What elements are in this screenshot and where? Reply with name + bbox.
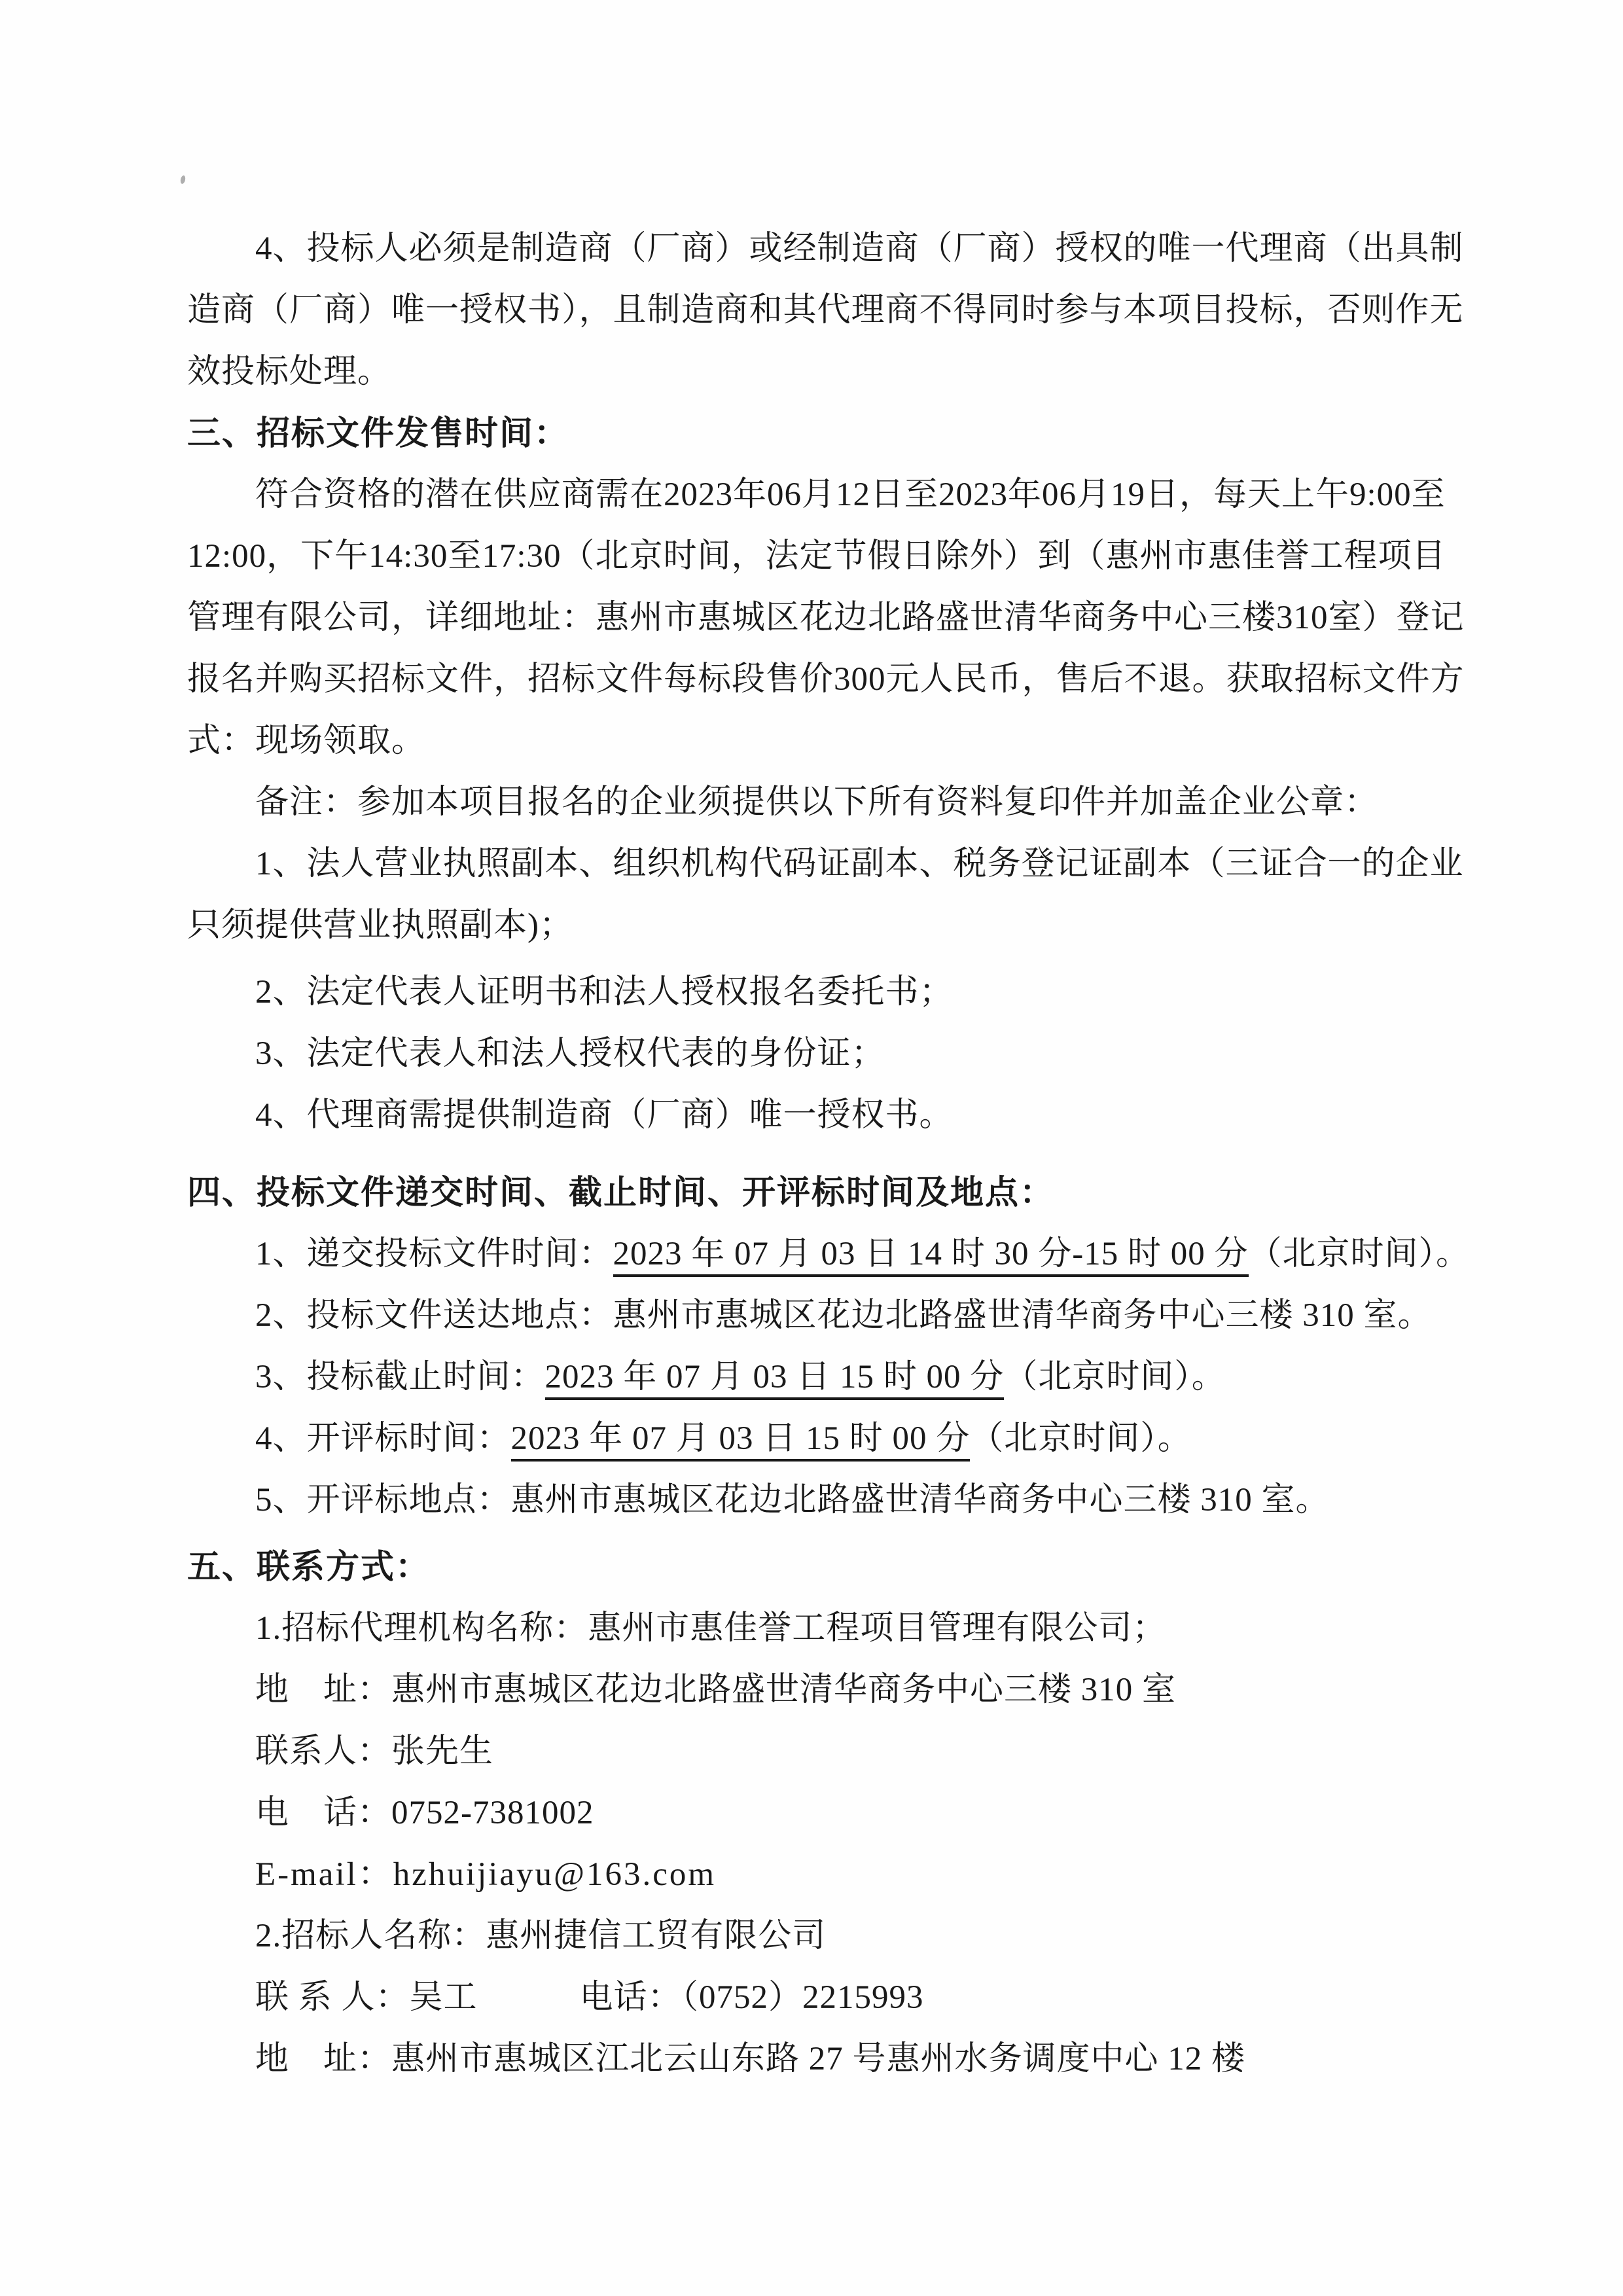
section-3-heading	[187, 403, 1463, 464]
doc-text: 联 系 人：吴工 电话：（0752）2215993	[255, 1979, 924, 2016]
doc-text: 3、投标截止时间：	[255, 1359, 545, 1395]
doc-text: 4、代理商需提供制造商（厂商）唯一授权书。	[255, 1097, 954, 1134]
section-5-agency-contact	[187, 1721, 1463, 1782]
doc-text: 1、递交投标文件时间：	[255, 1236, 613, 1272]
section-3-note-item-1-line-1	[187, 833, 1463, 895]
section-3-note-item-2	[187, 961, 1463, 1023]
clause-4-line-3	[187, 341, 1463, 403]
section-3-note	[187, 772, 1463, 833]
doc-text: 12:00，下午14:30至17:30（北京时间，法定节假日除外）到（惠州市惠佳誉工程项目	[187, 538, 1446, 575]
doc-text: 联系人：张先生	[255, 1733, 494, 1770]
doc-text: （北京时间）。	[970, 1420, 1192, 1457]
doc-text: 符合资格的潜在供应商需在2023年06月12日至2023年06月19日，每天上午9:00至	[255, 476, 1446, 513]
doc-text: （北京时间）。	[1248, 1236, 1471, 1272]
doc-text: 管理有限公司，详细地址：惠州市惠城区花边北路盛世清华商务中心三楼310室）登记	[187, 600, 1465, 636]
underlined-date: 2023 年 07 月 03 日 15 时 00 分	[545, 1359, 1005, 1400]
doc-text: 式：现场领取。	[187, 723, 426, 759]
doc-text: 只须提供营业执照副本)；	[187, 907, 573, 944]
doc-text: 地 址：惠州市惠城区江北云山东路 27 号惠州水务调度中心 12 楼	[255, 2041, 1246, 2077]
doc-text: 报名并购买招标文件，招标文件每标段售价300元人民币，售后不退。获取招标文件方	[187, 661, 1465, 698]
section-3-note-item-3	[187, 1023, 1463, 1085]
section-5-heading	[187, 1536, 1463, 1598]
doc-text: 四、投标文件递交时间、截止时间、开评标时间及地点：	[187, 1174, 1055, 1211]
document-content	[187, 218, 1471, 2090]
doc-text: 地 址：惠州市惠城区花边北路盛世清华商务中心三楼 310 室	[255, 1672, 1177, 1708]
section-3-body-line-5	[187, 710, 1463, 772]
section-3-note-item-4	[187, 1085, 1463, 1146]
doc-text: （北京时间）。	[1004, 1359, 1226, 1395]
underlined-date: 2023 年 07 月 03 日 14 时 30 分-15 时 00 分	[613, 1236, 1249, 1277]
section-4-item-4	[187, 1408, 1463, 1469]
doc-text: 备注：参加本项目报名的企业须提供以下所有资料复印件并加盖企业公章：	[255, 784, 1379, 821]
underlined-date: 2023 年 07 月 03 日 15 时 00 分	[511, 1420, 971, 1462]
doc-text: 3、法定代表人和法人授权代表的身份证；	[255, 1035, 885, 1072]
section-5-tenderer-contact-phone	[187, 1967, 1463, 2028]
doc-text: 五、联系方式：	[187, 1548, 431, 1585]
doc-text: 效投标处理。	[187, 353, 392, 390]
section-3-body-line-4	[187, 649, 1463, 710]
section-3-body-line-2	[187, 526, 1463, 587]
doc-text: 电 话：0752-7381002	[255, 1795, 594, 1831]
scan-artifact	[180, 175, 187, 184]
doc-text: 4、投标人必须是制造商（厂商）或经制造商（厂商）授权的唯一代理商（出具制	[255, 230, 1464, 267]
section-4-item-1	[187, 1223, 1471, 1285]
section-3-body-line-3	[187, 587, 1463, 649]
doc-text: 2、法定代表人证明书和法人授权报名委托书；	[255, 974, 954, 1011]
section-5-agency-address	[187, 1659, 1463, 1721]
section-4-item-3	[187, 1346, 1463, 1408]
section-4-item-5	[187, 1469, 1463, 1531]
doc-text: 2.招标人名称：惠州捷信工贸有限公司	[255, 1918, 827, 1954]
section-3-body-line-1	[187, 464, 1463, 526]
doc-text: 造商（厂商）唯一授权书），且制造商和其代理商不得同时参与本项目投标，否则作无	[187, 292, 1464, 329]
doc-text: 5、开评标地点：惠州市惠城区花边北路盛世清华商务中心三楼 310 室。	[255, 1482, 1330, 1518]
section-5-agency-phone	[187, 1782, 1463, 1844]
section-5-tenderer-address	[187, 2028, 1463, 2090]
section-4-heading	[187, 1162, 1463, 1223]
doc-text: 2、投标文件送达地点：惠州市惠城区花边北路盛世清华商务中心三楼 310 室。	[255, 1297, 1432, 1334]
doc-text: 三、招标文件发售时间：	[187, 414, 569, 452]
doc-text: 1、法人营业执照副本、组织机构代码证副本、税务登记证副本（三证合一的企业	[255, 846, 1464, 882]
section-5-agency-name	[187, 1598, 1463, 1659]
section-4-item-2	[187, 1285, 1463, 1346]
section-5-tenderer-name	[187, 1905, 1463, 1967]
doc-text: 1.招标代理机构名称：惠州市惠佳誉工程项目管理有限公司；	[255, 1610, 1167, 1647]
doc-text: 4、开评标时间：	[255, 1420, 511, 1457]
doc-text: E-mail：hzhuijiayu@163.com	[255, 1856, 717, 1893]
section-5-agency-email	[187, 1844, 1463, 1905]
section-3-note-item-1-line-2	[187, 895, 1463, 956]
clause-4-line-1	[187, 218, 1463, 279]
clause-4-line-2	[187, 279, 1463, 341]
